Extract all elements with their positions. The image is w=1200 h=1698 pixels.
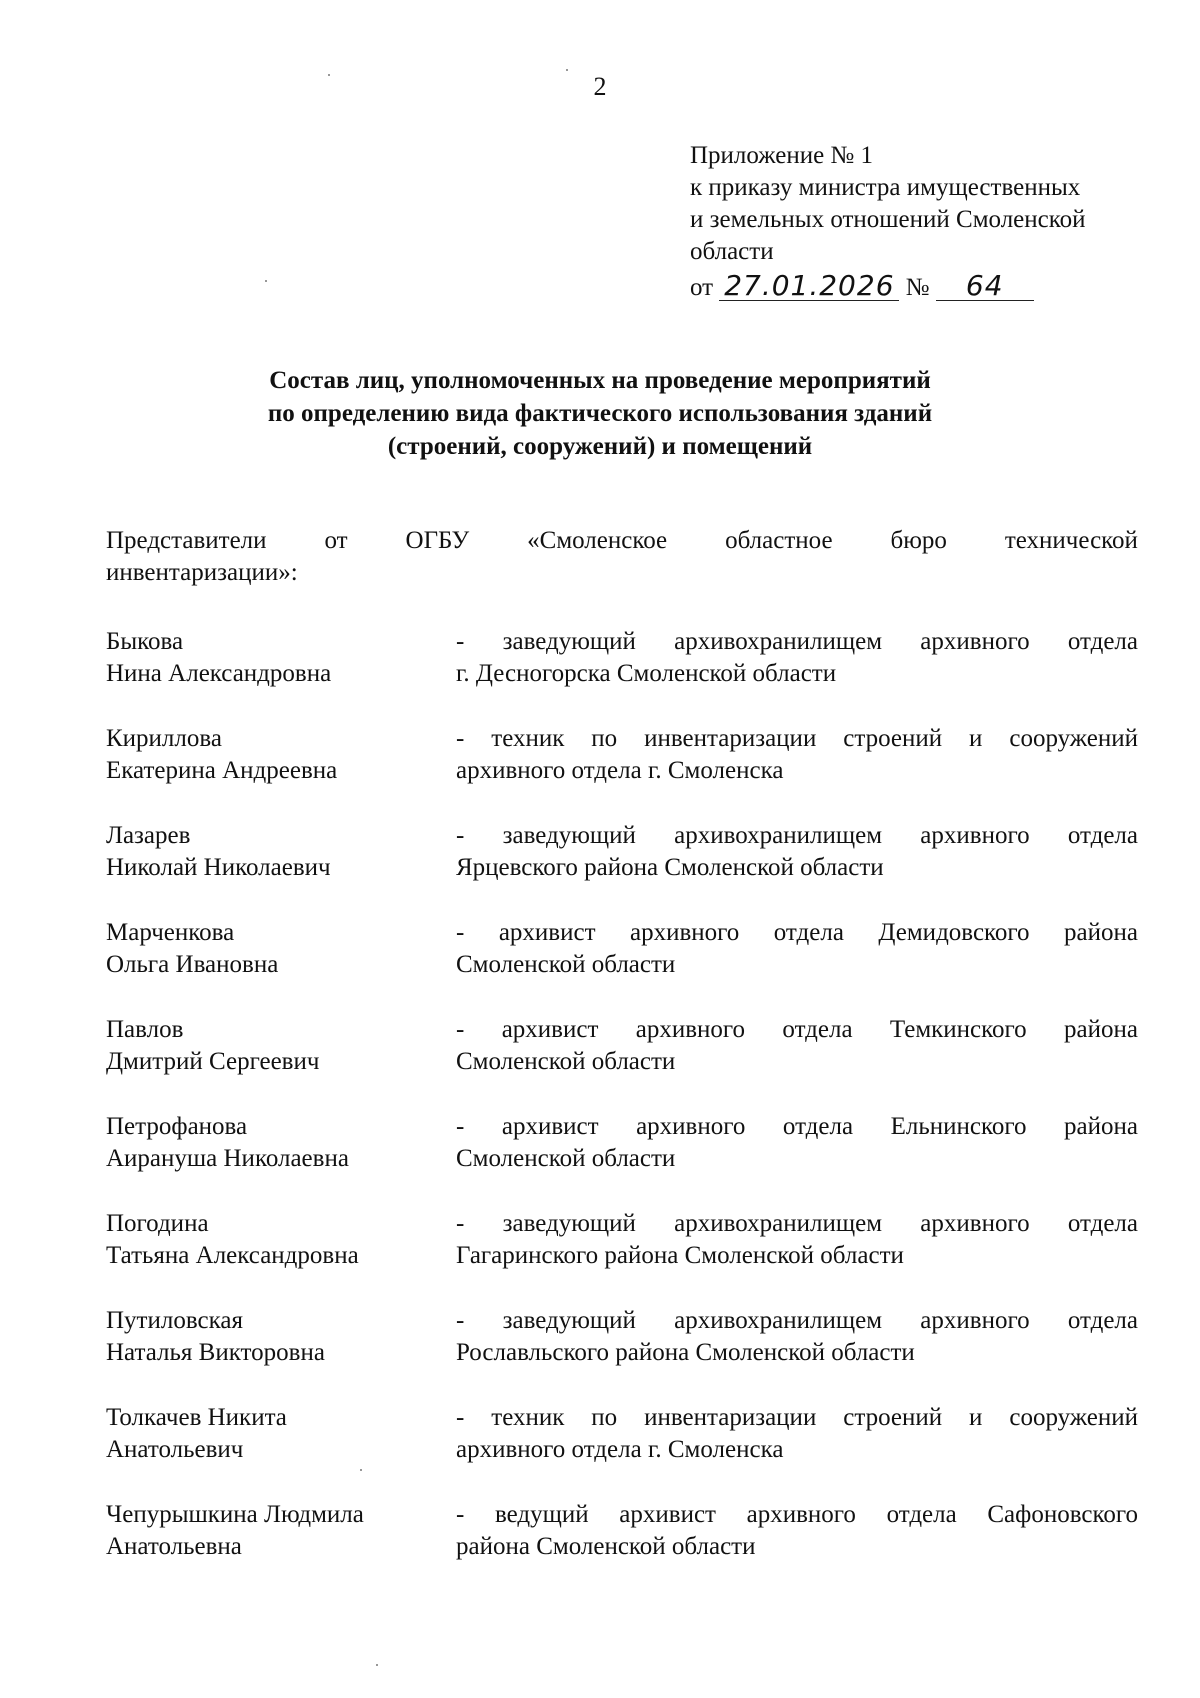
member-row	[106, 917, 1138, 1014]
member-name-line: Чепурышкина Людмила	[106, 1501, 364, 1528]
member-row	[106, 1014, 1138, 1111]
member-name	[106, 1111, 456, 1208]
member-row	[106, 1111, 1138, 1208]
member-role	[456, 1305, 1138, 1402]
member-name-line: Наталья Викторовна	[106, 1339, 325, 1366]
number-prefix: №	[905, 274, 930, 301]
order-date-line	[690, 269, 1160, 304]
member-role	[456, 1208, 1138, 1305]
member-name-line: Лазарев	[106, 822, 191, 849]
title-line: Состав лиц, уполномоченных на проведение мероприятий	[269, 367, 931, 394]
member-role-line: архивного отдела г. Смоленска	[456, 1436, 784, 1463]
intro-word: бюро	[890, 527, 947, 554]
member-name-line: Аирануша Николаевна	[106, 1145, 349, 1172]
member-name	[106, 1208, 456, 1305]
member-role-line: - заведующий архивохранилищем архивного отдела	[456, 1307, 1138, 1334]
member-role-line: - заведующий архивохранилищем архивного отдела	[456, 628, 1138, 655]
member-role-line: Гагаринского района Смоленской области	[456, 1242, 904, 1269]
member-role-line: - техник по инвентаризации строений и сооружений	[456, 1404, 1138, 1431]
member-role-line: Ярцевского района Смоленской области	[456, 854, 884, 881]
member-role-line: Рославльского района Смоленской области	[456, 1339, 915, 1366]
appendix-line: Приложение № 1	[690, 142, 874, 169]
member-name-line: Анатольевич	[106, 1436, 244, 1463]
member-name-line: Павлов	[106, 1016, 184, 1043]
intro-word: от	[324, 527, 348, 554]
member-role	[456, 1402, 1138, 1499]
member-name	[106, 626, 456, 723]
member-role-line: района Смоленской области	[456, 1533, 756, 1560]
title-line: по определению вида фактического использования зданий	[267, 400, 933, 427]
scan-speck	[566, 69, 568, 71]
handwritten-number: 64	[936, 272, 1034, 301]
member-role	[456, 1499, 1138, 1596]
member-name-line: Нина Александровна	[106, 660, 332, 687]
member-name-line: Толкачев Никита	[106, 1404, 287, 1431]
member-role-line: - заведующий архивохранилищем архивного отдела	[456, 1210, 1138, 1237]
member-name-line: Ольга Ивановна	[106, 951, 279, 978]
member-name-line: Быкова	[106, 628, 184, 655]
member-name-line: Погодина	[106, 1210, 209, 1237]
appendix-block	[690, 140, 1160, 304]
appendix-line: к приказу министра имущественных	[690, 174, 1081, 201]
title-line: (строений, сооружений) и помещений	[387, 433, 813, 460]
member-row	[106, 1402, 1138, 1499]
member-role-line: - техник по инвентаризации строений и сооружений	[456, 725, 1138, 752]
intro-word: «Смоленское	[527, 527, 668, 554]
member-name	[106, 917, 456, 1014]
member-name-line: Екатерина Андреевна	[106, 757, 338, 784]
member-role	[456, 1014, 1138, 1111]
member-role-line: - архивист архивного отдела Ельнинского района	[456, 1113, 1138, 1140]
member-name-line: Путиловская	[106, 1307, 243, 1334]
member-name	[106, 1402, 456, 1499]
member-role-line: - заведующий архивохранилищем архивного отдела	[456, 822, 1138, 849]
intro-line: инвентаризации»:	[106, 559, 298, 586]
member-row	[106, 1208, 1138, 1305]
member-role-line: - ведущий архивист архивного отдела Сафоновского	[456, 1501, 1138, 1528]
appendix-line: области	[690, 238, 774, 265]
date-prefix: от	[690, 274, 714, 301]
member-name-line: Кириллова	[106, 725, 222, 752]
member-name	[106, 1499, 456, 1596]
member-row	[106, 723, 1138, 820]
member-name-line: Николай Николаевич	[106, 854, 331, 881]
member-role-line: - архивист архивного отдела Темкинского района	[456, 1016, 1138, 1043]
member-name	[106, 1014, 456, 1111]
member-role	[456, 626, 1138, 723]
member-name-line: Татьяна Александровна	[106, 1242, 359, 1269]
intro-word: ОГБУ	[405, 527, 470, 554]
member-row	[106, 626, 1138, 723]
intro-word: Представители	[106, 527, 267, 554]
members-list	[106, 626, 1138, 1596]
member-role-line: - архивист архивного отдела Демидовского района	[456, 919, 1138, 946]
member-name	[106, 723, 456, 820]
scan-speck	[360, 1469, 362, 1471]
scan-speck	[376, 1664, 378, 1666]
member-role	[456, 820, 1138, 917]
member-row	[106, 820, 1138, 917]
member-role	[456, 1111, 1138, 1208]
member-name	[106, 1305, 456, 1402]
member-name-line: Анатольевна	[106, 1533, 242, 1560]
scan-speck	[328, 74, 330, 76]
member-role-line: Смоленской области	[456, 1145, 676, 1172]
member-row	[106, 1499, 1138, 1596]
member-role-line: архивного отдела г. Смоленска	[456, 757, 784, 784]
page-number: 2	[593, 72, 607, 101]
appendix-line: и земельных отношений Смоленской	[690, 206, 1086, 233]
member-role-line: Смоленской области	[456, 1048, 676, 1075]
member-role	[456, 723, 1138, 820]
member-name-line: Марченкова	[106, 919, 235, 946]
member-name-line: Дмитрий Сергеевич	[106, 1048, 320, 1075]
scan-speck	[265, 280, 267, 282]
intro-word: областное	[725, 527, 833, 554]
document-title	[100, 364, 1100, 463]
member-role-line: Смоленской области	[456, 951, 676, 978]
member-role-line: г. Десногорска Смоленской области	[456, 660, 837, 687]
representatives-intro	[106, 525, 1138, 589]
intro-word: технической	[1004, 527, 1138, 554]
member-role	[456, 917, 1138, 1014]
intro-line	[106, 525, 1138, 557]
member-row	[106, 1305, 1138, 1402]
handwritten-date: 27.01.2026	[719, 272, 899, 301]
member-name	[106, 820, 456, 917]
member-name-line: Петрофанова	[106, 1113, 248, 1140]
